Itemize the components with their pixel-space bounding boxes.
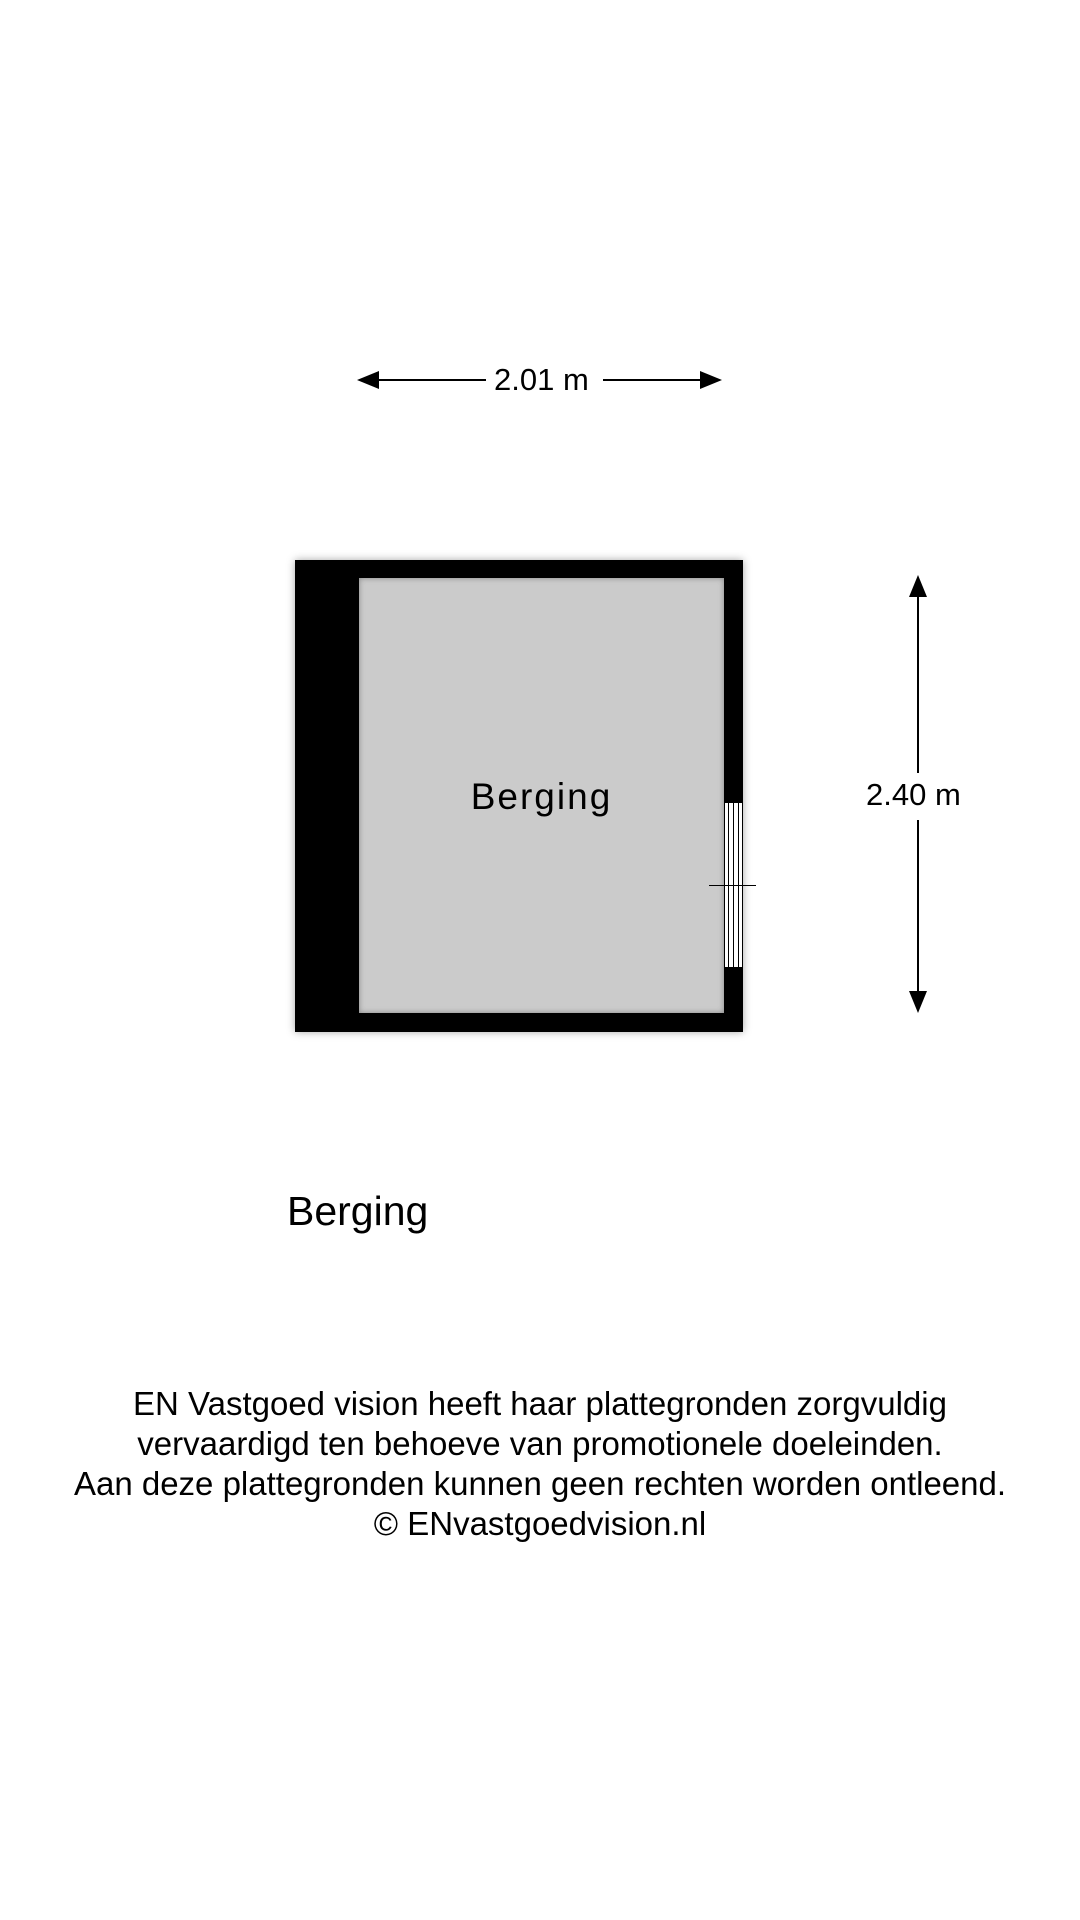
dimension-line (917, 820, 919, 1005)
disclaimer-line: vervaardigd ten behoeve van promotionele doeleinden. (137, 1425, 943, 1462)
disclaimer (0, 1384, 1080, 1544)
height-dimension-label: 2.40 m (866, 773, 961, 817)
disclaimer-line: EN Vastgoed vision heeft haar plattegronden zorgvuldig (133, 1385, 947, 1422)
dimension-line (603, 379, 713, 381)
disclaimer-line: Aan deze plattegronden kunnen geen rechten worden ontleend. (73, 1465, 1007, 1502)
room-label: Berging (470, 776, 613, 817)
copyright-line: © ENvastgoedvision.nl (373, 1505, 707, 1542)
dimension-line (917, 585, 919, 785)
arrow-right-icon (700, 371, 722, 389)
height-dimension (866, 575, 961, 1013)
room-berging (359, 578, 724, 1013)
floor-title: Berging (287, 1188, 429, 1234)
arrow-down-icon (909, 991, 927, 1013)
floor-plan (295, 560, 743, 1032)
window-marker (709, 885, 756, 886)
width-dimension (357, 360, 722, 400)
width-dimension-label: 2.01 m (486, 360, 597, 400)
